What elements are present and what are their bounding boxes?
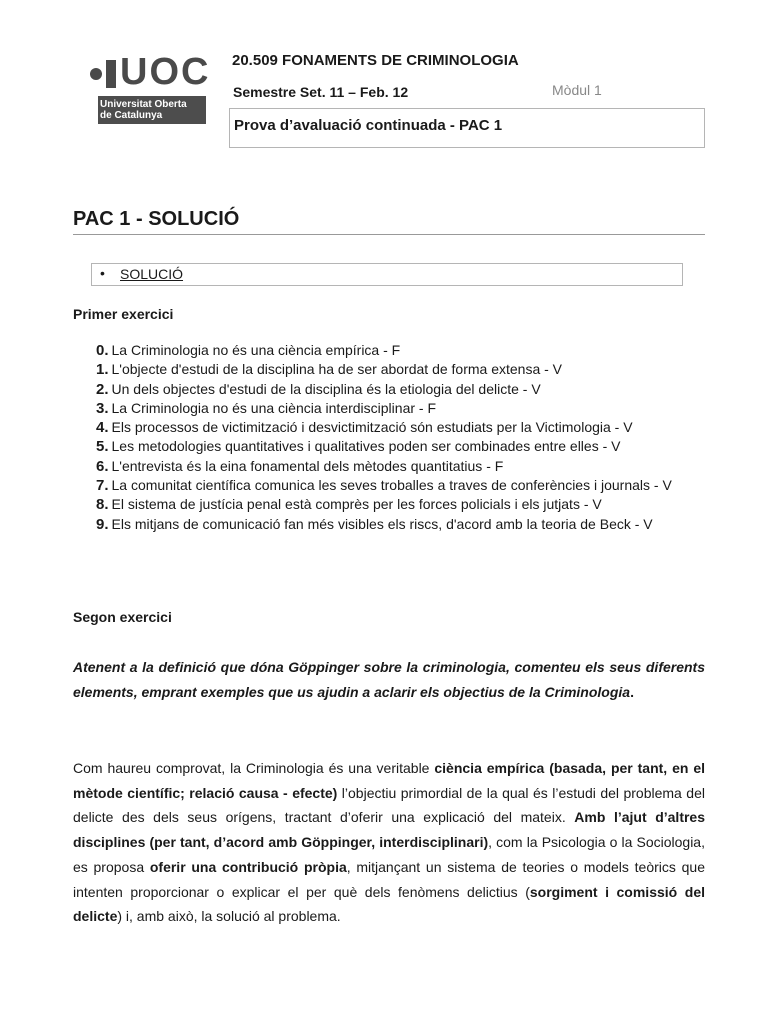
list-item <box>96 476 704 495</box>
question-list <box>96 341 704 534</box>
logo-text: UOC <box>120 51 211 93</box>
logo-line-2: de Catalunya <box>100 110 163 121</box>
item-text: Els processos de victimització i desvictimització són estudiats per la Victimologia - V <box>111 419 633 436</box>
answer-text-3: , com la Psicologia o la Sociologia, es proposa <box>73 834 705 875</box>
list-item <box>96 515 704 534</box>
answer-text-2: l’objectiu primordial de la qual és l’estudi del problema del delicte des dels seus orígens, tractant d’oferir una explicació del mateix. <box>73 784 705 826</box>
toc-bullet: • <box>100 265 105 281</box>
item-number: 2. <box>96 380 109 398</box>
item-number: 4. <box>96 419 109 437</box>
answer-text-5: ) i, amb això, la solució al problema. <box>117 908 341 925</box>
answer-bold-1: ciència empírica (basada, per tant, en el mètode científic; relació causa - efecte) <box>73 760 705 801</box>
page-title: PAC 1 - SOLUCIÓ <box>73 208 240 230</box>
list-item <box>96 418 704 437</box>
item-text: Els mitjans de comunicació fan més visibles els riscs, d'acord amb la teoria de Beck - V <box>111 515 653 532</box>
toc-link-solucio[interactable]: SOLUCIÓ <box>120 266 184 282</box>
table-of-contents <box>91 263 683 286</box>
item-text: El sistema de justícia penal està comprès per les forces policials i els jutjats - V <box>111 496 602 513</box>
list-item <box>96 399 704 418</box>
answer-bold-4: sorgiment i comissió del delicte <box>73 883 705 925</box>
question-text: Atenent a la definició que dóna Göppinger sobre la criminologia, comenteu els seus diferents elements, emprant exemples que us ajudin a aclarir els objectius de la Criminologia <box>73 659 705 700</box>
title-divider <box>73 234 705 235</box>
uoc-dot-icon <box>88 56 122 92</box>
list-item <box>96 380 704 399</box>
question-end: . <box>630 684 634 700</box>
second-exercise-question <box>73 655 705 705</box>
uoc-logo <box>88 51 211 128</box>
list-item <box>96 437 704 456</box>
item-number: 5. <box>96 438 109 456</box>
answer-paragraph <box>73 756 705 929</box>
item-text: Un dels objectes d'estudi de la disciplina és la etiologia del delicte - V <box>111 380 541 397</box>
semester: Semestre Set. 11 – Feb. 12 <box>233 84 409 100</box>
list-item <box>96 341 704 360</box>
list-item <box>96 360 704 379</box>
item-number: 0. <box>96 342 109 359</box>
second-exercise-heading: Segon exercici <box>73 609 172 625</box>
test-name: Prova d’avaluació continuada - PAC 1 <box>234 117 503 134</box>
first-exercise-heading: Primer exercici <box>73 306 174 322</box>
list-item <box>96 495 704 514</box>
item-number: 3. <box>96 399 109 417</box>
course-title: 20.509 FONAMENTS DE CRIMINOLOGIA <box>232 52 519 69</box>
list-item <box>96 457 704 476</box>
logo-caption <box>98 96 206 124</box>
item-number: 1. <box>96 361 109 379</box>
answer-text-1: Com haureu comprovat, la Criminologia és una veritable <box>73 760 435 776</box>
item-text: La Criminologia no és una ciència interdisciplinar - F <box>111 399 437 416</box>
answer-bold-3: oferir una contribució pròpia <box>149 858 347 875</box>
item-text: L'objecte d'estudi de la disciplina ha de ser abordat de forma extensa - V <box>111 361 563 378</box>
item-text: Les metodologies quantitatives i qualitatives poden ser combinades entre elles - V <box>111 438 621 455</box>
logo-line-1: Universitat Oberta <box>100 99 187 110</box>
answer-bold-2: Amb l’ajut d’altres disciplines (per tant, d’acord amb Göppinger, interdisciplinari) <box>73 809 706 851</box>
item-number: 7. <box>96 477 109 495</box>
item-text: L'entrevista és la eina fonamental dels mètodes quantitatius - F <box>111 457 504 474</box>
item-number: 8. <box>96 496 109 514</box>
item-number: 6. <box>96 457 109 475</box>
module: Mòdul 1 <box>552 82 602 98</box>
answer-text-4: , mitjançant un sistema de teories o models teòrics que intenten proporcionar o explicar el per què dels fenòmens delictius ( <box>73 858 705 900</box>
item-text: La comunitat científica comunica les seves troballes a traves de conferències i journals - V <box>111 477 672 494</box>
test-name-box <box>229 108 705 148</box>
item-text: La Criminologia no és una ciència empírica - F <box>111 342 401 358</box>
item-number: 9. <box>96 515 109 533</box>
